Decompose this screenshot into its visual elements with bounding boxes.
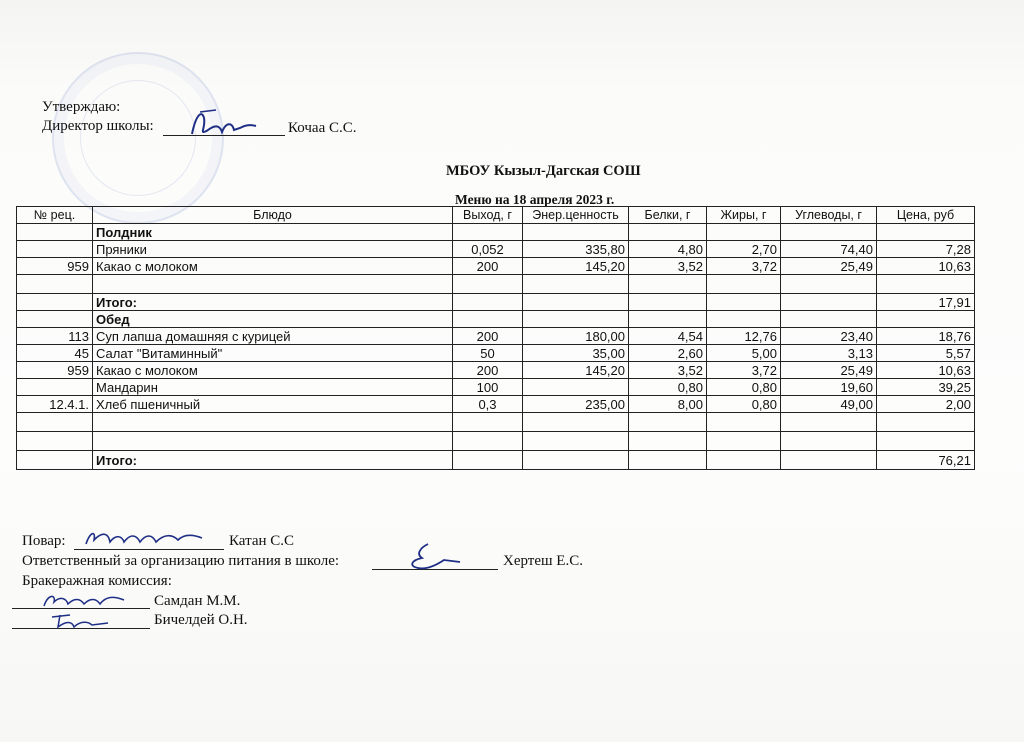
dish-cell: Салат "Витаминный" — [93, 345, 453, 362]
total-label: Итого: — [93, 451, 453, 470]
col-header: № рец. — [17, 207, 93, 224]
carb-cell: 23,40 — [781, 328, 877, 345]
price-cell: 5,57 — [877, 345, 975, 362]
table-row — [17, 396, 975, 413]
director-name: Кочаа С.С. — [288, 120, 357, 136]
menu-table — [16, 206, 975, 470]
col-header: Углеводы, г — [781, 207, 877, 224]
member1-signature — [40, 590, 130, 612]
cook-name: Катан С.С — [229, 533, 295, 549]
col-header: Выход, г — [453, 207, 523, 224]
cook-signature — [80, 526, 210, 550]
menu-title: Меню на 18 апреля 2023 г. — [455, 192, 615, 207]
empty-row — [17, 275, 975, 294]
school-title: МБОУ Кызыл-Дагская СОШ — [446, 163, 641, 179]
protein-cell: 4,54 — [629, 328, 707, 345]
output-cell: 200 — [453, 328, 523, 345]
energy-cell: 145,20 — [523, 258, 629, 275]
empty-row — [17, 432, 975, 451]
total-price: 76,21 — [877, 451, 975, 470]
price-cell: 10,63 — [877, 258, 975, 275]
commission-member-1: Самдан М.М. — [154, 593, 241, 609]
total-label: Итого: — [93, 294, 453, 311]
dish-cell: Какао с молоком — [93, 362, 453, 379]
protein-cell: 8,00 — [629, 396, 707, 413]
dish-cell: Мандарин — [93, 379, 453, 396]
fat-cell: 3,72 — [707, 362, 781, 379]
protein-cell: 0,80 — [629, 379, 707, 396]
total-row — [17, 451, 975, 470]
fat-cell: 3,72 — [707, 258, 781, 275]
price-cell: 2,00 — [877, 396, 975, 413]
table-row — [17, 241, 975, 258]
responsible-label: Ответственный за организацию питания в школе: — [22, 553, 340, 569]
dish-cell: Какао с молоком — [93, 258, 453, 275]
energy-cell — [523, 379, 629, 396]
dish-cell: Пряники — [93, 241, 453, 258]
output-cell: 50 — [453, 345, 523, 362]
protein-cell: 3,52 — [629, 258, 707, 275]
table-row — [17, 345, 975, 362]
total-row — [17, 294, 975, 311]
empty-row — [17, 413, 975, 432]
director-label: Директор школы: — [42, 118, 154, 134]
carb-cell: 25,49 — [781, 362, 877, 379]
price-cell: 10,63 — [877, 362, 975, 379]
rec-cell: 12.4.1. — [17, 396, 93, 413]
fat-cell: 2,70 — [707, 241, 781, 258]
output-cell: 0,3 — [453, 396, 523, 413]
cook-label: Повар: — [22, 533, 66, 549]
rec-cell: 959 — [17, 258, 93, 275]
carb-cell: 49,00 — [781, 396, 877, 413]
section-title-lunch: Обед — [93, 311, 453, 328]
energy-cell: 235,00 — [523, 396, 629, 413]
col-header: Энер.ценность — [523, 207, 629, 224]
director-signature — [186, 108, 266, 140]
output-cell: 100 — [453, 379, 523, 396]
fat-cell: 0,80 — [707, 396, 781, 413]
table-row — [17, 362, 975, 379]
table-row — [17, 379, 975, 396]
price-cell: 39,25 — [877, 379, 975, 396]
col-header: Цена, руб — [877, 207, 975, 224]
energy-cell: 145,20 — [523, 362, 629, 379]
fat-cell: 5,00 — [707, 345, 781, 362]
approve-label: Утверждаю: — [42, 99, 121, 115]
fat-cell: 0,80 — [707, 379, 781, 396]
section-row — [17, 311, 975, 328]
energy-cell: 335,80 — [523, 241, 629, 258]
dish-cell: Суп лапша домашняя с курицей — [93, 328, 453, 345]
carb-cell: 74,40 — [781, 241, 877, 258]
commission-label: Бракеражная комиссия: — [22, 573, 172, 589]
table-row — [17, 258, 975, 275]
col-header: Белки, г — [629, 207, 707, 224]
col-header: Жиры, г — [707, 207, 781, 224]
dish-cell: Хлеб пшеничный — [93, 396, 453, 413]
section-row — [17, 224, 975, 241]
carb-cell: 25,49 — [781, 258, 877, 275]
price-cell: 18,76 — [877, 328, 975, 345]
energy-cell: 180,00 — [523, 328, 629, 345]
price-cell: 7,28 — [877, 241, 975, 258]
protein-cell: 3,52 — [629, 362, 707, 379]
table-header-row — [17, 207, 975, 224]
carb-cell: 3,13 — [781, 345, 877, 362]
output-cell: 0,052 — [453, 241, 523, 258]
output-cell: 200 — [453, 258, 523, 275]
responsible-name: Хертеш Е.С. — [503, 553, 583, 569]
fat-cell: 12,76 — [707, 328, 781, 345]
energy-cell: 35,00 — [523, 345, 629, 362]
rec-cell — [17, 379, 93, 396]
rec-cell: 959 — [17, 362, 93, 379]
rec-cell: 45 — [17, 345, 93, 362]
carb-cell: 19,60 — [781, 379, 877, 396]
section-title-snack: Полдник — [93, 224, 453, 241]
commission-member-2: Бичелдей О.Н. — [154, 612, 248, 628]
rec-cell — [17, 241, 93, 258]
protein-cell: 2,60 — [629, 345, 707, 362]
col-header: Блюдо — [93, 207, 453, 224]
table-row — [17, 328, 975, 345]
member2-signature — [48, 611, 118, 631]
output-cell: 200 — [453, 362, 523, 379]
protein-cell: 4,80 — [629, 241, 707, 258]
total-price: 17,91 — [877, 294, 975, 311]
responsible-signature — [398, 540, 468, 572]
rec-cell: 113 — [17, 328, 93, 345]
